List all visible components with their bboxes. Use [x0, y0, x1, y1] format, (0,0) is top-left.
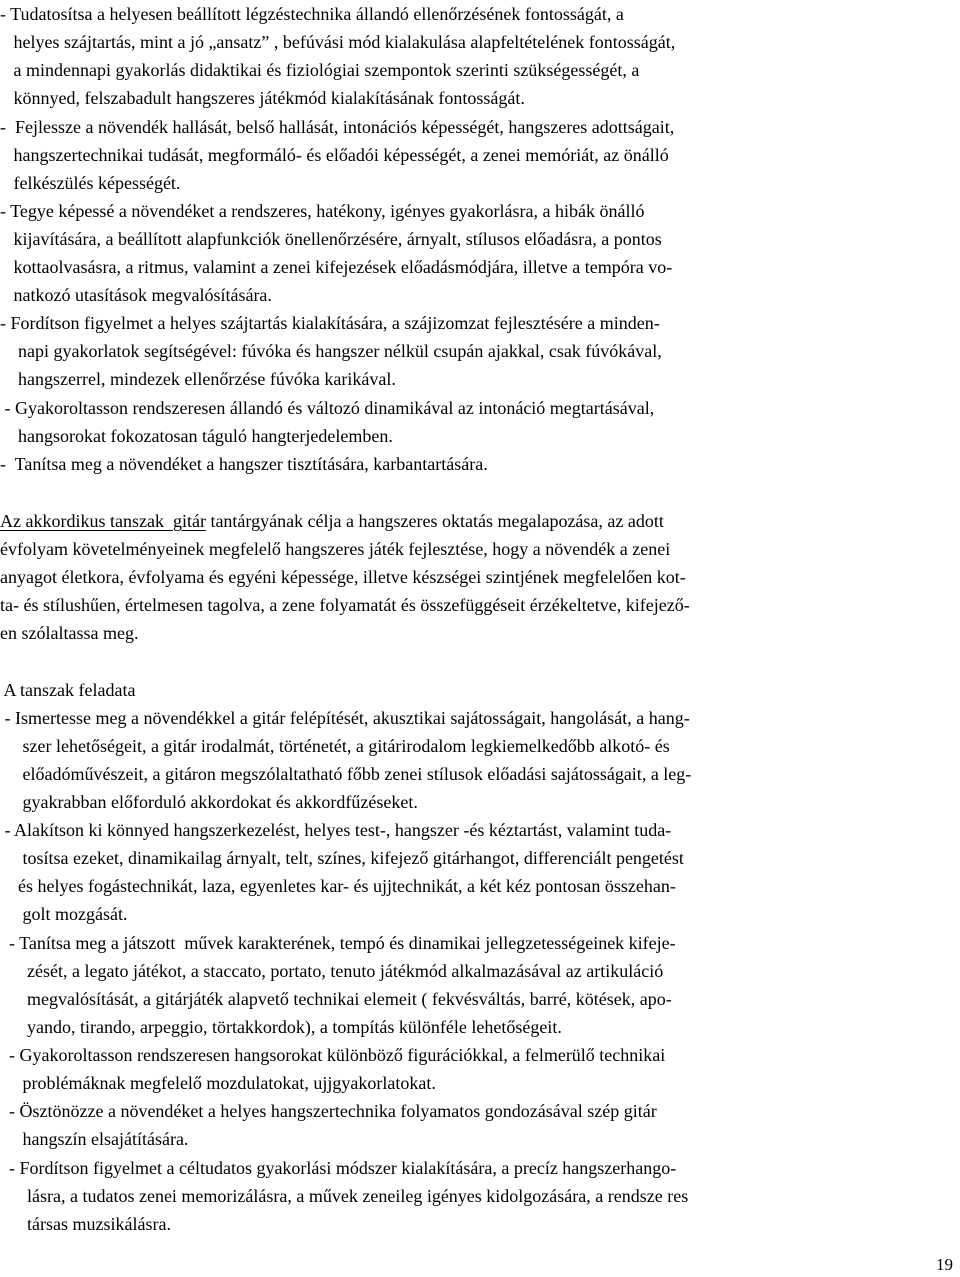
paragraph-line	[0, 507, 664, 535]
page-number: 19	[936, 1255, 953, 1274]
list-item-line: - Fordítson figyelmet a helyes szájtartás kialakítására, a szájizomzat fejlesztésére a minden-	[0, 313, 660, 333]
list-item-line: lásra, a tudatos zenei memorizálásra, a művek zeneileg igényes kidolgozására, a rendsze res	[0, 1186, 689, 1206]
list-item-line: - Tudatosítsa a helyesen beállított légzéstechnika állandó ellenőrzésének fontosságát, a	[0, 4, 624, 24]
list-item-line: - Tegye képessé a növendéket a rendszeres, hatékony, igényes gyakorlásra, a hibák önálló	[0, 201, 645, 221]
paragraph-line: en szólaltassa meg.	[0, 623, 139, 643]
section-heading: A tanszak feladata	[0, 680, 136, 700]
list-item-line: társas muzsikálásra.	[0, 1214, 171, 1234]
list-item-line: - Ismertesse meg a növendékkel a gitár felépítését, akusztikai sajátosságait, hangolását, a hang-	[0, 708, 690, 728]
paragraph-line: ta- és stílushűen, értelmesen tagolva, a zene folyamatát és összefüggéseit érzékeltetve, kifejező-	[0, 595, 690, 615]
subject-name-underlined: Az akkordikus tanszak gitár	[0, 511, 206, 531]
list-item-line: golt mozgását.	[0, 904, 128, 924]
list-item-line: - Ösztönözze a növendéket a helyes hangszertechnika folyamatos gondozásával szép gitár	[0, 1101, 657, 1121]
list-item-line: és helyes fogástechnikát, laza, egyenletes kar- és ujjtechnikát, a két kéz pontosan összehan-	[0, 876, 676, 896]
list-item-line: - Fordítson figyelmet a céltudatos gyakorlási módszer kialakítására, a precíz hangszerhango-	[0, 1158, 677, 1178]
list-item-line: - Alakítson ki könnyed hangszerkezelést, helyes test-, hangszer -és kéztartást, valamint tuda-	[0, 820, 672, 840]
list-item-line: - Gyakoroltasson rendszeresen hangsorokat különböző figurációkkal, a felmerülő technikai	[0, 1045, 666, 1065]
list-item-line: kijavítására, a beállított alapfunkciók önellenőrzésére, árnyalt, stílusos előadásra, a pontos	[0, 229, 662, 249]
list-item-line: hangszertechnikai tudását, megformáló- és előadói képességét, a zenei memóriát, az önálló	[0, 145, 669, 165]
list-item-line: könnyed, felszabadult hangszeres játékmód kialakításának fontosságát.	[0, 88, 525, 108]
paragraph-line: anyagot életkora, évfolyama és egyéni képessége, illetve készségei szintjének megfelelően kot-	[0, 567, 686, 587]
list-item-line: tosítsa ezeket, dinamikailag árnyalt, telt, színes, kifejező gitárhangot, differenciált pengetést	[0, 848, 684, 868]
list-item-line: szer lehetőségeit, a gitár irodalmát, történetét, a gitárirodalom legkiemelkedőbb alkotó- és	[0, 736, 670, 756]
list-item-line: natkozó utasítások megvalósítására.	[0, 285, 272, 305]
list-item-line: felkészülés képességét.	[0, 173, 181, 193]
list-item-line: - Fejlessze a növendék hallását, belső hallását, intonációs képességét, hangszeres adottságait,	[0, 117, 675, 137]
list-item-line: hangszerrel, mindezek ellenőrzése fúvóka karikával.	[0, 369, 396, 389]
list-item-line: kottaolvasásra, a ritmus, valamint a zenei kifejezések előadásmódjára, illetve a tempóra vo-	[0, 257, 673, 277]
list-item-line: yando, tirando, arpeggio, törtakkordok), a tompítás különféle lehetőségeit.	[0, 1017, 562, 1037]
list-item-line: problémáknak megfelelő mozdulatokat, ujjgyakorlatokat.	[0, 1073, 436, 1093]
list-item-line: hangsorokat fokozatosan táguló hangterjedelemben.	[0, 426, 393, 446]
paragraph-line: évfolyam követelményeinek megfelelő hangszeres játék fejlesztése, hogy a növendék a zenei	[0, 539, 671, 559]
list-item-line: - Tanítsa meg a játszott művek karakterének, tempó és dinamikai jellegzetességeinek kifeje-	[0, 933, 676, 953]
list-item-line: megvalósítását, a gitárjáték alapvető technikai elemeit ( fekvésváltás, barré, kötések, apo-	[0, 989, 672, 1009]
list-item-line: gyakrabban előforduló akkordokat és akkordfűzéseket.	[0, 792, 418, 812]
list-item-line: - Tanítsa meg a növendéket a hangszer tisztítására, karbantartására.	[0, 454, 488, 474]
list-item-line: helyes szájtartás, mint a jó „ansatz” , befúvási mód kialakulása alapfeltételének fontosságát,	[0, 32, 676, 52]
list-item-line: napi gyakorlatok segítségével: fúvóka és hangszer nélkül csupán ajakkal, csak fúvókával,	[0, 341, 662, 361]
paragraph-line-rest: tantárgyának célja a hangszeres oktatás megalapozása, az adott	[205, 511, 664, 531]
list-item-line: - Gyakoroltasson rendszeresen állandó és változó dinamikával az intonáció megtartásával,	[0, 398, 655, 418]
list-item-line: előadóművészeit, a gitáron megszólaltatható főbb zenei stílusok előadási sajátosságait, a leg-	[0, 764, 692, 784]
list-item-line: a mindennapi gyakorlás didaktikai és fiziológiai szempontok szerinti szükségességét, a	[0, 60, 640, 80]
list-item-line: zését, a legato játékot, a staccato, portato, tenuto játékmód alkalmazásával az artikuláció	[0, 961, 664, 981]
list-item-line: hangszín elsajátítására.	[0, 1129, 189, 1149]
